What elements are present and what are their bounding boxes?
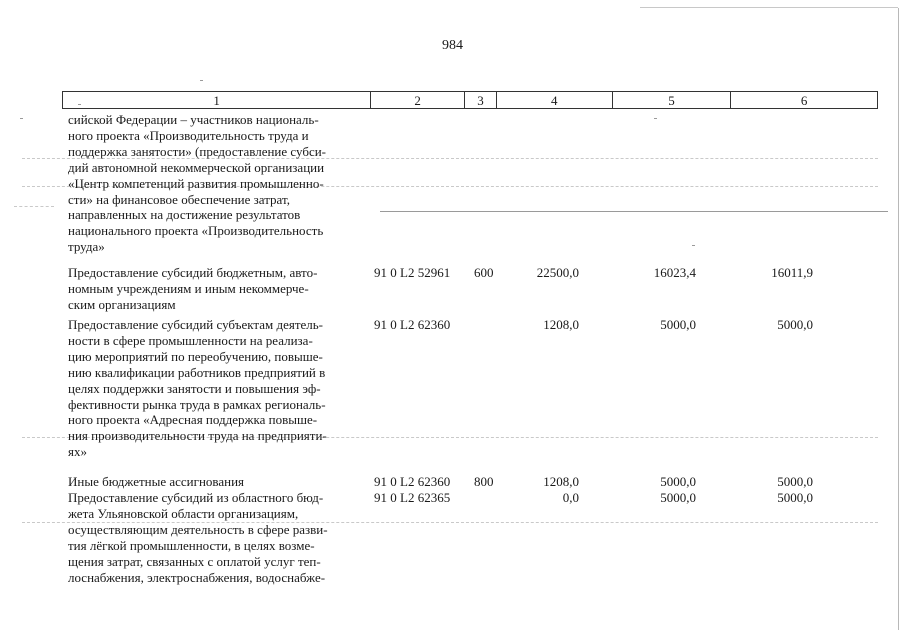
row-value-col6: 5000,0 <box>777 474 813 489</box>
row-description: Предоставление субсидий субъектам деятель- ности в сфере промышленности на реализа- цию мероприятий по переобучению, повыше- нию квалификации работников предприятий в целях поддержки занятости и повышения эф- фективности рынка труда в рамках региональ- ного проекта «Адресная поддержка повыше- ния производительности труда на предприяти- ях» <box>68 317 327 460</box>
page-number: 984 <box>442 38 463 53</box>
scan-speck <box>654 118 657 119</box>
header-cell-2: 2 <box>371 92 465 108</box>
scan-speck <box>200 80 203 81</box>
row-code: 91 0 L2 62360 <box>374 474 451 489</box>
row-value-col4: 22500,0 <box>536 265 579 280</box>
scan-speck <box>692 245 695 246</box>
row-code: 91 0 L2 52961 <box>374 265 451 280</box>
row-value-col5: 5000,0 <box>660 317 696 332</box>
row-value-col5: 5000,0 <box>660 474 696 489</box>
row-description: Предоставление субсидий из областного бюд- жета Ульяновской области организациям, осуществляющим деятельность в сфере разви- тия лёгкой промышленности, в целях возме- щения затрат, связанных с оплатой услуг теп- лоснабжения, электроснабжения, водоснабже- <box>68 490 328 585</box>
row-expense-type: 800 <box>474 474 494 489</box>
scan-speck <box>78 104 81 105</box>
page-edge <box>898 8 899 630</box>
row-value-col6: 16011,9 <box>771 265 813 280</box>
row-value-col6: 5000,0 <box>777 490 813 505</box>
row-value-col4: 1208,0 <box>543 474 579 489</box>
header-cell-1: 1 <box>63 92 371 108</box>
row-value-col5: 5000,0 <box>660 490 696 505</box>
page-edge <box>640 7 898 8</box>
header-cell-6: 6 <box>800 93 808 108</box>
row-code: 91 0 L2 62365 <box>374 490 451 505</box>
header-cell-4: 4 <box>497 92 613 108</box>
header-cell-3: 3 <box>465 92 497 108</box>
scan-artifact-line <box>380 211 888 212</box>
row-value-col5: 16023,4 <box>653 265 696 280</box>
row-value-col6: 5000,0 <box>777 317 813 332</box>
scan-speck <box>20 118 23 119</box>
row-description: сийской Федерации – участников националь- ного проекта «Производительность труда и поддержка занятости» (предоставление субси- дий автономной некоммерческой организации «Центр компетенций развития промышленно- сти» на финансовое обеспечение затрат, направленных на достижение результатов национального проекта «Производительность труда» <box>68 112 326 255</box>
row-description: Предоставление субсидий бюджетным, авто- номным учреждениям и иным некоммерче- ским организациям <box>68 265 318 312</box>
table-header-row <box>62 91 878 109</box>
row-description: Иные бюджетные ассигнования <box>68 474 245 489</box>
row-value-col4: 0,0 <box>562 490 579 505</box>
scan-artifact-line <box>14 206 54 207</box>
row-expense-type: 600 <box>474 265 494 280</box>
row-value-col4: 1208,0 <box>543 317 579 332</box>
row-code: 91 0 L2 62360 <box>374 317 451 332</box>
header-cell-5: 5 <box>613 92 732 108</box>
